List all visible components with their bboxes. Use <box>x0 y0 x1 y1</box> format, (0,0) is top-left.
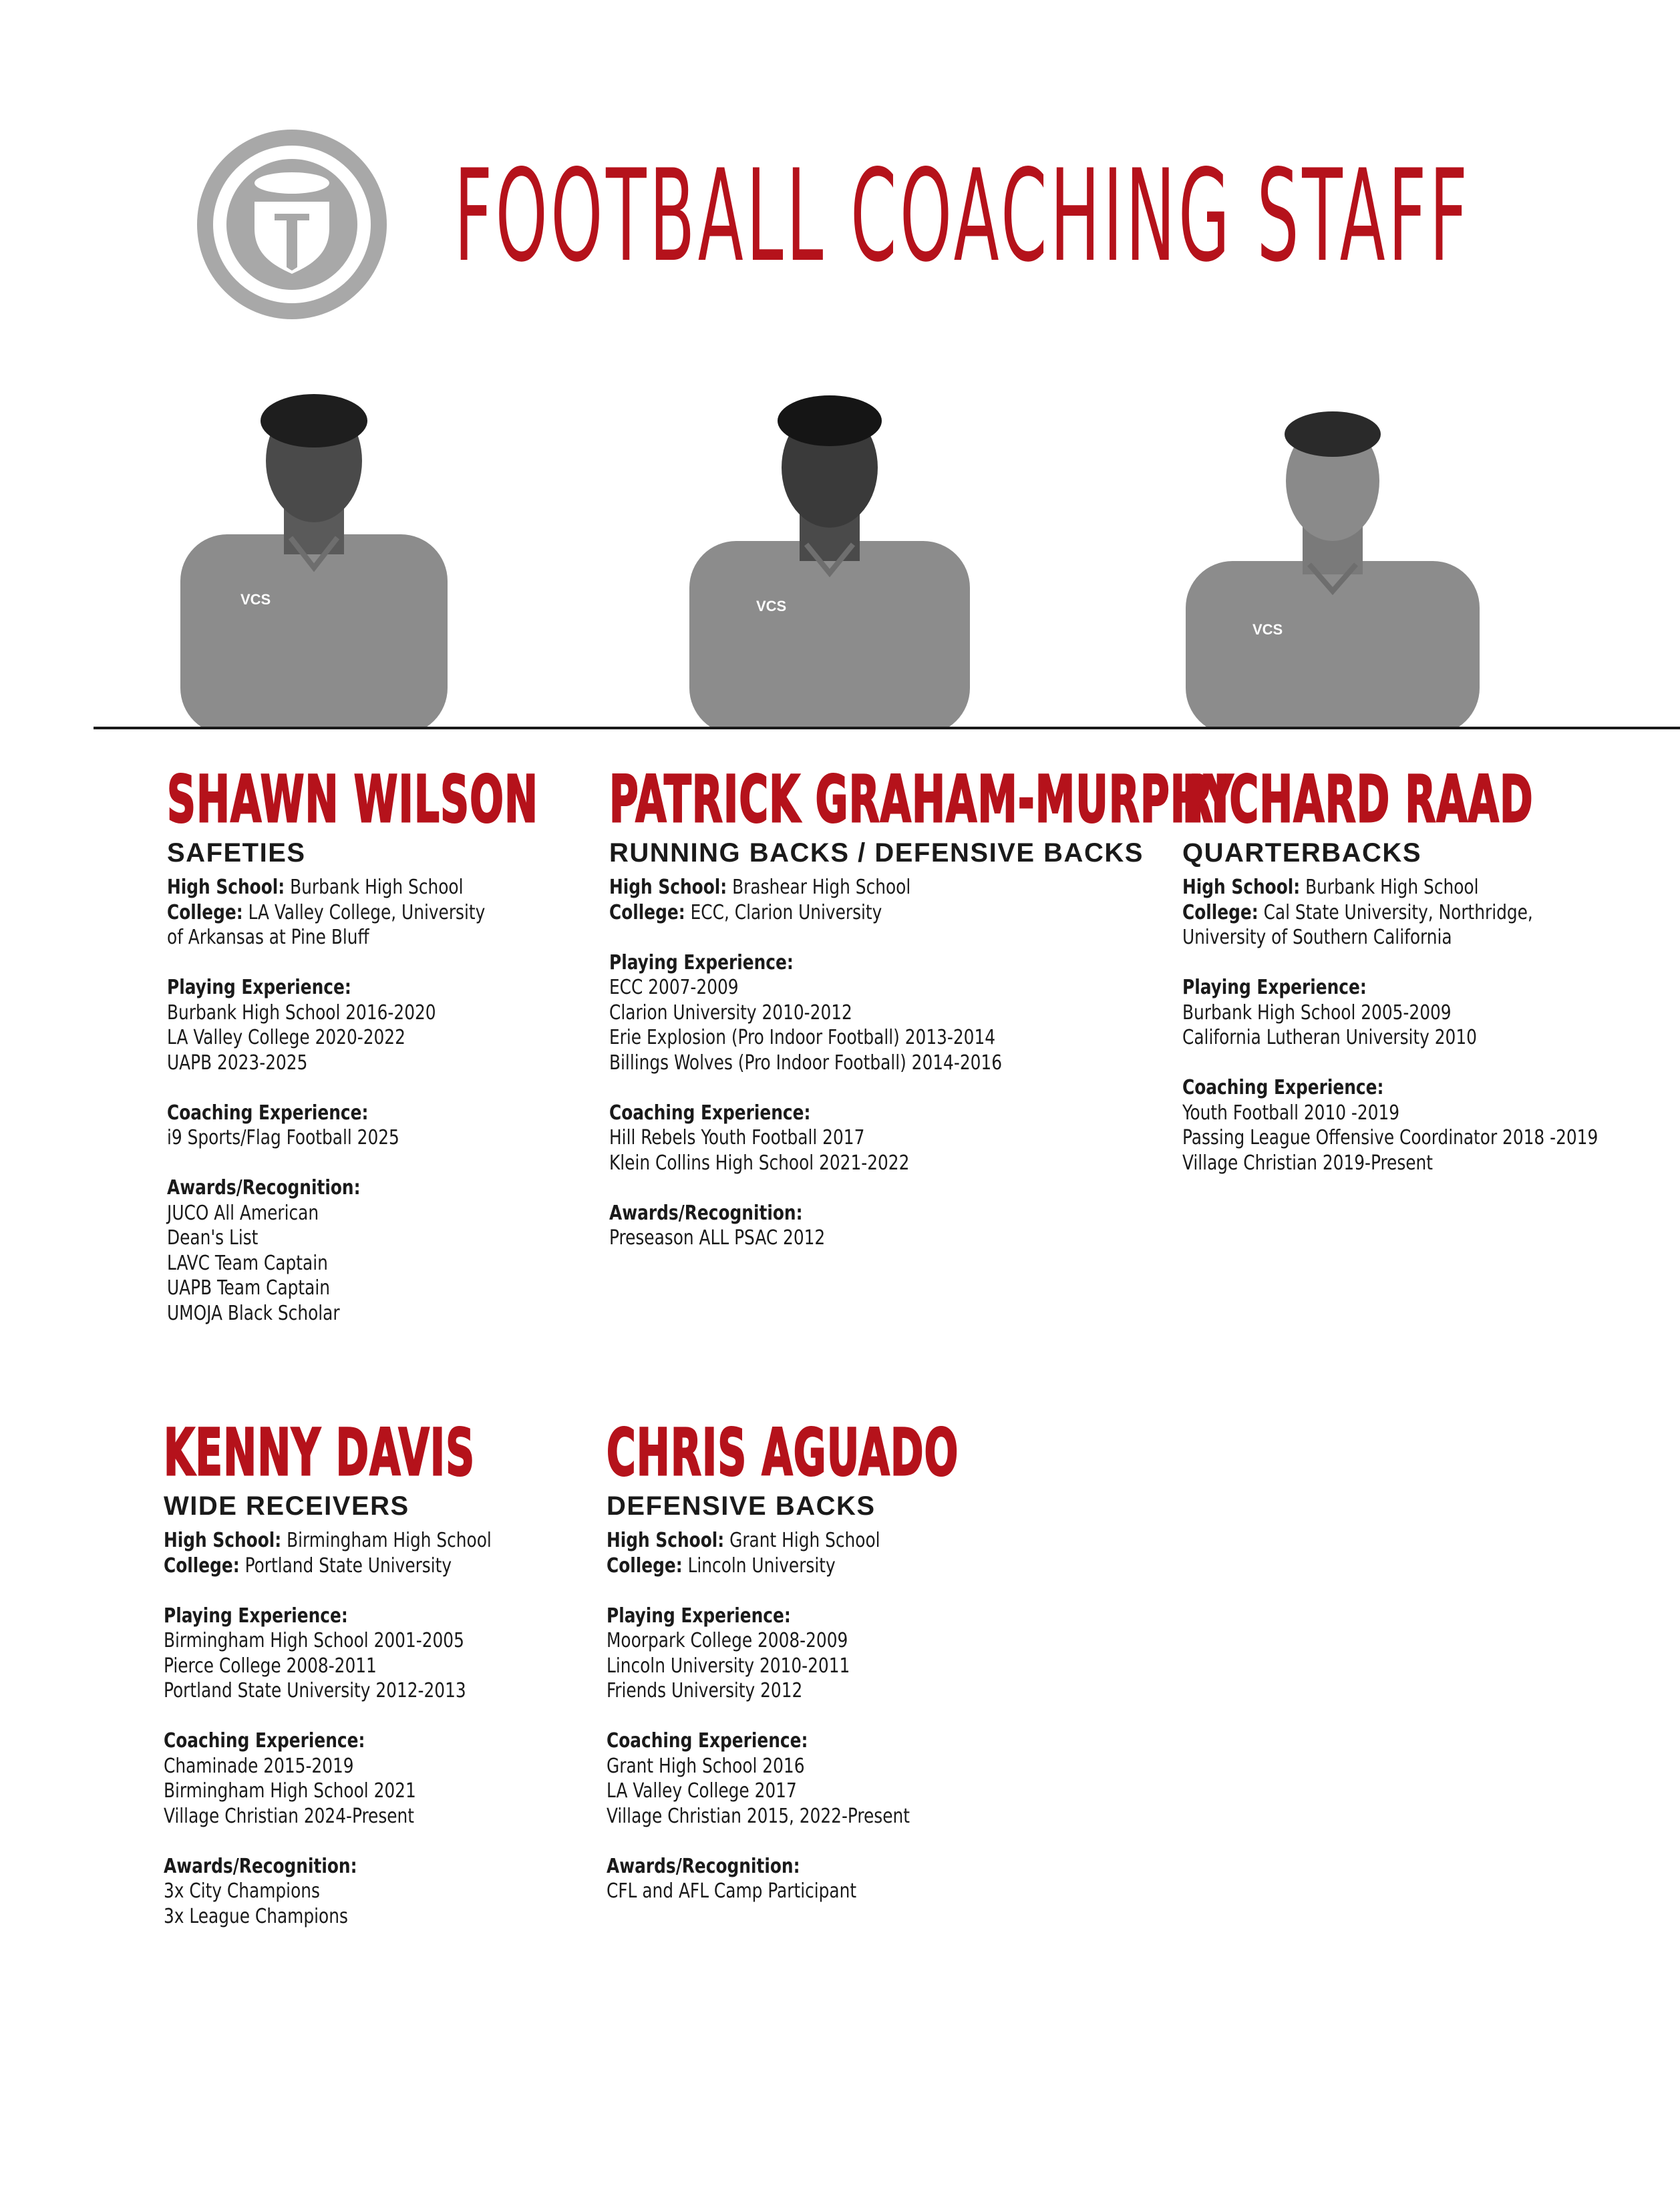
coaching-label: Coaching Experience: <box>164 1729 365 1753</box>
coaching-item: Passing League Offensive Coordinator 2018 -2019 <box>1182 1126 1599 1149</box>
coach-name: RICHARD RAAD <box>1182 762 1534 837</box>
coach-name: CHRIS AGUADO <box>607 1415 959 1490</box>
page-title: FOOTBALL COACHING STAFF <box>454 142 1471 290</box>
award-item: 3x League Champions <box>164 1904 348 1928</box>
playing-item: Birmingham High School 2001-2005 <box>164 1629 464 1652</box>
school-logo <box>196 128 388 321</box>
playing-label: Playing Experience: <box>167 976 351 999</box>
high-school: Brashear High School <box>732 876 911 899</box>
college-line: ECC, Clarion University <box>690 900 882 924</box>
coach-photo-patrick-graham-murphy <box>676 394 983 728</box>
playing-item: ECC 2007-2009 <box>609 976 739 999</box>
coach-card-shawn-wilson <box>167 763 595 1326</box>
coaching-item: i9 Sports/Flag Football 2025 <box>167 1126 399 1149</box>
svg-text:VCS: VCS <box>1252 621 1283 638</box>
playing-item: Erie Explosion (Pro Indoor Football) 2013-2014 <box>609 1026 996 1049</box>
playing-item: Billings Wolves (Pro Indoor Football) 2014-2016 <box>609 1051 1003 1075</box>
coach-name: KENNY DAVIS <box>164 1415 476 1490</box>
playing-label: Playing Experience: <box>1182 976 1367 999</box>
college-label: College: <box>609 900 685 924</box>
college-label: College: <box>1182 900 1258 924</box>
high-school-label: High School: <box>1182 876 1301 899</box>
coaching-item: Chaminade 2015-2019 <box>164 1754 354 1778</box>
coach-card-richard-raad <box>1182 763 1650 1175</box>
coaching-item: Grant High School 2016 <box>607 1754 805 1778</box>
high-school: Birmingham High School <box>287 1529 492 1552</box>
coaching-item: LA Valley College 2017 <box>607 1779 797 1803</box>
college-label: College: <box>164 1554 240 1578</box>
coach-position: WIDE RECEIVERS <box>164 1491 409 1521</box>
college-label: College: <box>607 1554 683 1578</box>
awards-label: Awards/Recognition: <box>607 1854 800 1878</box>
playing-item: Lincoln University 2010-2011 <box>607 1654 850 1678</box>
playing-label: Playing Experience: <box>164 1604 348 1628</box>
award-item: 3x City Champions <box>164 1879 320 1903</box>
college-line: Cal State University, Northridge, <box>1263 900 1533 924</box>
awards-label: Awards/Recognition: <box>164 1854 357 1878</box>
coach-photo-shawn-wilson <box>160 394 468 728</box>
playing-item: Burbank High School 2005-2009 <box>1182 1000 1452 1025</box>
coaching-item: Klein Collins High School 2021-2022 <box>609 1151 910 1175</box>
coach-name: SHAWN WILSON <box>167 762 539 837</box>
playing-item: UAPB 2023-2025 <box>167 1051 308 1075</box>
helmet-shield-icon <box>196 128 388 321</box>
playing-item: Moorpark College 2008-2009 <box>607 1629 848 1652</box>
coaching-item: Hill Rebels Youth Football 2017 <box>609 1126 865 1149</box>
high-school-label: High School: <box>607 1529 725 1552</box>
coaching-label: Coaching Experience: <box>607 1729 808 1753</box>
high-school-label: High School: <box>167 876 285 899</box>
playing-item: LA Valley College 2020-2022 <box>167 1026 405 1049</box>
coaching-label: Coaching Experience: <box>1182 1076 1384 1099</box>
coaching-item: Village Christian 2015, 2022-Present <box>607 1804 910 1828</box>
college-line: of Arkansas at Pine Bluff <box>167 926 369 949</box>
playing-item: Burbank High School 2016-2020 <box>167 1000 436 1025</box>
svg-text:VCS: VCS <box>240 591 271 608</box>
coach-photo-richard-raad <box>1179 394 1486 728</box>
playing-item: Clarion University 2010-2012 <box>609 1000 852 1025</box>
coach-name: PATRICK GRAHAM-MURPHY <box>609 762 1234 837</box>
coach-card-kenny-davis <box>164 1416 591 1929</box>
playing-item: Portland State University 2012-2013 <box>164 1679 466 1702</box>
coaching-item: Village Christian 2019-Present <box>1182 1151 1434 1175</box>
college-label: College: <box>167 900 243 924</box>
coach-position: SAFETIES <box>167 838 306 868</box>
award-item: JUCO All American <box>167 1201 319 1225</box>
high-school-label: High School: <box>609 876 727 899</box>
playing-item: California Lutheran University 2010 <box>1182 1026 1477 1049</box>
college-line: Portland State University <box>244 1554 452 1578</box>
high-school-label: High School: <box>164 1529 282 1552</box>
award-item: CFL and AFL Camp Participant <box>607 1879 857 1903</box>
divider-line <box>94 727 1680 729</box>
coach-position: RUNNING BACKS / DEFENSIVE BACKS <box>609 838 1144 868</box>
playing-item: Friends University 2012 <box>607 1679 803 1702</box>
college-line: University of Southern California <box>1182 926 1452 949</box>
coach-position: QUARTERBACKS <box>1182 838 1421 868</box>
award-item: Preseason ALL PSAC 2012 <box>609 1226 826 1250</box>
coaching-label: Coaching Experience: <box>167 1101 369 1125</box>
award-item: Dean's List <box>167 1226 259 1250</box>
college-line: Lincoln University <box>687 1554 836 1578</box>
svg-text:VCS: VCS <box>756 598 787 614</box>
awards-label: Awards/Recognition: <box>609 1201 803 1225</box>
coaching-label: Coaching Experience: <box>609 1101 811 1125</box>
playing-item: Pierce College 2008-2011 <box>164 1654 377 1678</box>
coaching-item: Birmingham High School 2021 <box>164 1779 416 1803</box>
coach-position: DEFENSIVE BACKS <box>607 1491 876 1521</box>
award-item: UMOJA Black Scholar <box>167 1301 340 1325</box>
award-item: LAVC Team Captain <box>167 1251 328 1275</box>
playing-label: Playing Experience: <box>607 1604 791 1628</box>
playing-label: Playing Experience: <box>609 950 794 974</box>
coaching-item: Youth Football 2010 -2019 <box>1182 1101 1400 1125</box>
coach-card-chris-aguado <box>607 1416 1034 1904</box>
high-school: Grant High School <box>729 1529 880 1552</box>
awards-label: Awards/Recognition: <box>167 1176 361 1200</box>
coaching-item: Village Christian 2024-Present <box>164 1804 415 1828</box>
high-school: Burbank High School <box>1305 876 1479 899</box>
college-line: LA Valley College, University <box>248 900 486 924</box>
high-school: Burbank High School <box>290 876 464 899</box>
coach-card-patrick-graham-murphy <box>609 762 1234 1251</box>
award-item: UAPB Team Captain <box>167 1276 331 1300</box>
